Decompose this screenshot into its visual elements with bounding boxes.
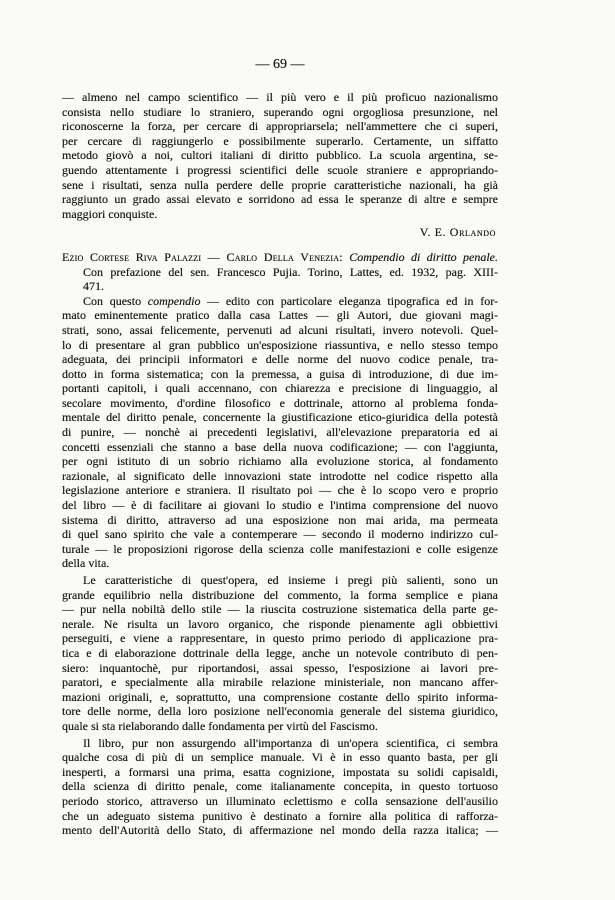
text-segment: — edito con particolare eleganza tipografica ed in for-	[200, 293, 498, 308]
text-line: consista nello studiare lo straniero, superando ogni orgogliosa presunzione, nel	[62, 104, 498, 119]
text-line: tore delle norme, della loro posizione nell'economia generale del sistema giuridico,	[62, 704, 498, 719]
text-line: qualche cosa di più di un semplice manuale. Vi è in esso quanto basta, per gli	[62, 750, 498, 765]
text-line: raggiunto un grado assai elevato e sorridono ad essa le speranze di altre e sempre	[62, 192, 498, 207]
review-1-closing-paragraph	[62, 90, 498, 221]
text-line: turale — le proposizioni rigorose della scienza colle manifestazioni e colle esigenze	[62, 541, 498, 556]
text-line: grande equilibrio nella distribuzione del commento, la forma semplice e piana	[62, 587, 498, 602]
text-line: periodo storico, attraverso un illuminato eclettismo e colla sensazione dell'ausilio	[62, 793, 498, 808]
text-line: siero: inquantochè, pur riportandosi, assai spesso, l'esposizione ai lavori pre-	[62, 660, 498, 675]
text-segment: Con questo	[83, 293, 148, 308]
text-line: sene i risultati, senza nulla perdere delle proprie caratteristiche nazionali, ha già	[62, 177, 498, 192]
text-line: che un adeguato sistema punitivo è destinato a fornire alla politica di rafforza-	[62, 808, 498, 823]
book-title: Compendio di diritto penale.	[349, 249, 499, 264]
text-line: di quel sano spirito che vale a contemperare — secondo il moderno indirizzo cul-	[62, 527, 498, 542]
heading-line: Con prefazione del sen. Francesco Pujia. Torino, Lattes, ed. 1932, pag. XIII-	[83, 264, 498, 279]
text-line: mentale del diritto penale, concernente la giustificazione etico-giuridica della potestà	[62, 410, 498, 425]
text-line: nerale. Ne risulta un lavoro organico, che risponde pienamente agli obbiettivi	[62, 616, 498, 631]
text-line: secolare movimento, d'ordine filosofico e dottrinale, attorno al problema fonda-	[62, 395, 498, 410]
text-line: Il libro, pur non assurgendo all'importanza di un'opera scientifica, ci sembra	[83, 735, 498, 750]
text-line: riconoscerne la forza, per cercare di appropriarsela; nell'ammettere che ci superi,	[62, 119, 498, 134]
text-line: adeguata, dei principii informatori e delle norme del nuovo codice penale, tra-	[62, 352, 498, 367]
text-line: strati, sono, assai felicemente, pervenuti ad alcuni risultati, invero notevoli. Quel-	[62, 322, 498, 337]
review-2-heading	[62, 250, 498, 294]
heading-line: 471.	[83, 279, 104, 294]
text-line: di punire, — nonchè ai precedenti legislativi, all'elevazione preparatoria ed ai	[62, 425, 498, 440]
text-line: legislazione anteriore e straniera. Il risultato poi — che è lo scopo vero e proprio	[62, 483, 498, 498]
text-line: della vita.	[62, 556, 110, 571]
heading-line	[62, 250, 498, 265]
book-authors: Ezio Cortese Riva Palazzi — Carlo Della Venezia:	[62, 249, 350, 264]
text-line: quale si sta rielaborando dalle fondamenta per virtù del Fascismo.	[62, 718, 378, 733]
text-line: metodo giovò a noi, cultori italiani di diritto pubblico. La scuola argentina, se-	[62, 148, 498, 163]
text-line: concetti essenziali che stanno a base della nuova codificazione; — con l'aggiunta,	[62, 439, 498, 454]
page-body	[62, 90, 498, 838]
text-line: — almeno nel campo scientifico — il più vero e il più proficuo nazionalismo	[62, 90, 498, 104]
review-2-paragraph-3	[62, 736, 498, 838]
text-line: guendo attentamente i progressi scientifici delle scuole straniere e appropriando-	[62, 162, 498, 177]
text-line: perseguiti, e viene a rappresentare, in questo primo periodo di applicazione pra-	[62, 631, 498, 646]
text-line: razionale, al significato delle innovazioni state introdotte nel codice rispetto alla	[62, 468, 498, 483]
text-line: inesperti, a formarsi una prima, esatta cognizione, impostata su solidi capisaldi,	[62, 764, 498, 779]
text-line: Le caratteristiche di quest'opera, ed insieme i pregi più salienti, sono un	[83, 573, 498, 587]
text-line: maggiori conquiste.	[62, 206, 158, 221]
text-line	[62, 294, 498, 309]
text-line: mento dell'Autorità dello Stato, di affermazione nel mondo della razza italica; —	[62, 823, 498, 838]
text-line: lo di presentare al gran pubblico un'esposizione riassuntiva, e nello stesso tempo	[62, 337, 498, 352]
text-line: paratori, e specialmente alla mirabile relazione ministeriale, non mancano affer-	[62, 675, 498, 690]
text-line: mato eminentemente pratico dalla casa Lattes — gli Autori, due giovani magi-	[62, 308, 498, 323]
review-signature: V. E. Orlando	[419, 225, 496, 240]
review-2-paragraph-2	[62, 573, 498, 734]
page-number: — 69 —	[255, 57, 305, 72]
text-line: per cercare di raggiungerlo e possibilmente superarlo. Certamente, un siffatto	[62, 133, 498, 148]
text-line: tica e di elaborazione dottrinale della legge, anche un notevole contributo di pen-	[62, 645, 498, 660]
text-line: per ogni istituto di un sobrio richiamo alla evoluzione storica, al fondamento	[62, 454, 498, 469]
text-line: sistema di diritto, attraverso ad una esposizione non mai arida, ma permeata	[62, 512, 498, 527]
italic-term: compendio	[147, 293, 201, 308]
text-line: — pur nella nobiltà dello stile — la riuscita costruzione sistematica della parte ge-	[62, 602, 498, 617]
review-2-paragraph-1	[62, 294, 498, 571]
text-line: del libro — è di facilitare ai giovani lo studio e l'intima comprensione del nuovo	[62, 498, 498, 513]
text-line: della scienza di diritto penale, come italianamente concepita, in questo tortuoso	[62, 779, 498, 794]
text-line: mazioni originali, e, soprattutto, una comprensione costante dello spirito informa-	[62, 689, 498, 704]
text-line: dotto in forma sistematica; con la premessa, a guisa di introduzione, di due im-	[62, 366, 498, 381]
text-line: portanti capitoli, i quali accennano, con chiarezza e precisione di linguaggio, al	[62, 381, 498, 396]
